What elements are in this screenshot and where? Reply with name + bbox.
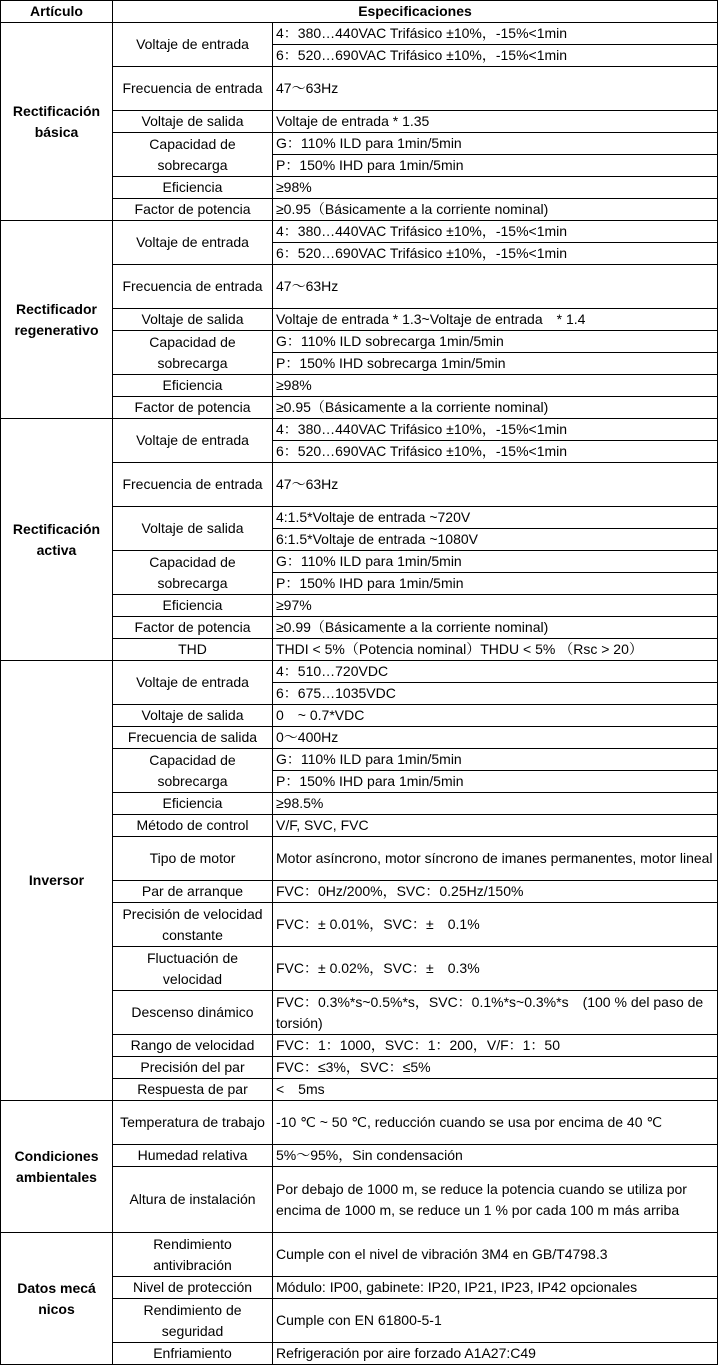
spec-cell: V/F, SVC, FVC xyxy=(273,815,718,837)
spec-cell: 4：380…440VAC Trifásico ±10%，-15%<1min xyxy=(273,23,718,45)
table-row xyxy=(1,23,718,45)
spec-cell: 5%～95%，Sin condensación xyxy=(273,1145,718,1167)
item-cell: THD xyxy=(113,639,273,661)
table-row xyxy=(1,221,718,243)
item-cell: Eficiencia xyxy=(113,177,273,199)
item-cell: Voltaje de salida xyxy=(113,309,273,331)
category-cell: Inversor xyxy=(1,661,113,1101)
item-cell: Eficiencia xyxy=(113,595,273,617)
item-cell: Par de arranque xyxy=(113,881,273,903)
item-cell: Capacidad de sobrecarga xyxy=(113,551,273,595)
item-cell: Factor de potencia xyxy=(113,397,273,419)
spec-cell: 47～63Hz xyxy=(273,265,718,309)
spec-cell: P：150% IHD para 1min/5min xyxy=(273,155,718,177)
item-cell: Voltaje de salida xyxy=(113,507,273,551)
item-cell: Voltaje de salida xyxy=(113,111,273,133)
category-cell: Rectificador regenerativo xyxy=(1,221,113,419)
spec-cell: Refrigeración por aire forzado A1A27:C49 xyxy=(273,1343,718,1365)
header-item: Artículo xyxy=(1,1,113,23)
spec-cell: FVC：± 0.01%，SVC：± 0.1% xyxy=(273,903,718,947)
item-cell: Fluctuación de velocidad xyxy=(113,947,273,991)
spec-cell: 4：510…720VDC xyxy=(273,661,718,683)
category-cell: Datos mecá nicos xyxy=(1,1233,113,1365)
spec-cell: < 5ms xyxy=(273,1079,718,1101)
spec-cell: 4:1.5*Voltaje de entrada ~720V xyxy=(273,507,718,529)
table-body xyxy=(1,23,718,1365)
spec-cell: G：110% ILD para 1min/5min xyxy=(273,749,718,771)
spec-cell: Módulo: IP00, gabinete: IP20, IP21, IP23, IP42 opcionales xyxy=(273,1277,718,1299)
spec-cell: G：110% ILD para 1min/5min xyxy=(273,551,718,573)
spec-cell: G：110% ILD sobrecarga 1min/5min xyxy=(273,331,718,353)
spec-cell: 6：520…690VAC Trifásico ±10%，-15%<1min xyxy=(273,243,718,265)
item-cell: Frecuencia de entrada xyxy=(113,67,273,111)
spec-cell: 4：380…440VAC Trifásico ±10%，-15%<1min xyxy=(273,221,718,243)
spec-cell: ≥0.95（Básicamente a la corriente nominal) xyxy=(273,397,718,419)
spec-cell: 6：520…690VAC Trifásico ±10%，-15%<1min xyxy=(273,45,718,67)
item-cell: Rendimiento de seguridad xyxy=(113,1299,273,1343)
item-cell: Rendimiento antivibración xyxy=(113,1233,273,1277)
spec-cell: 0 ~ 0.7*VDC xyxy=(273,705,718,727)
spec-cell: ≥98% xyxy=(273,375,718,397)
item-cell: Voltaje de entrada xyxy=(113,661,273,705)
spec-cell: Voltaje de entrada * 1.35 xyxy=(273,111,718,133)
item-cell: Enfriamiento xyxy=(113,1343,273,1365)
item-cell: Método de control xyxy=(113,815,273,837)
category-cell: Rectificación básica xyxy=(1,23,113,221)
spec-cell: FVC：0.3%*s~0.5%*s，SVC：0.1%*s~0.3%*s (100 % del paso de torsión) xyxy=(273,991,718,1035)
item-cell: Frecuencia de entrada xyxy=(113,463,273,507)
spec-cell: Voltaje de entrada * 1.3~Voltaje de entrada * 1.4 xyxy=(273,309,718,331)
category-cell: Condiciones ambientales xyxy=(1,1101,113,1233)
item-cell: Rango de velocidad xyxy=(113,1035,273,1057)
spec-cell: Motor asíncrono, motor síncrono de imanes permanentes, motor lineal xyxy=(273,837,718,881)
item-cell: Precisión de velocidad constante xyxy=(113,903,273,947)
spec-cell: 47～63Hz xyxy=(273,463,718,507)
item-cell: Frecuencia de salida xyxy=(113,727,273,749)
item-cell: Voltaje de entrada xyxy=(113,23,273,67)
table-row xyxy=(1,419,718,441)
table-row xyxy=(1,1101,718,1145)
table-row xyxy=(1,661,718,683)
item-cell: Capacidad de sobrecarga xyxy=(113,749,273,793)
spec-cell: ≥97% xyxy=(273,595,718,617)
spec-cell: ≥98% xyxy=(273,177,718,199)
spec-cell: P：150% IHD sobrecarga 1min/5min xyxy=(273,353,718,375)
spec-cell: ≥0.99（Básicamente a la corriente nominal) xyxy=(273,617,718,639)
table-header-row xyxy=(1,1,718,23)
spec-cell: P：150% IHD para 1min/5min xyxy=(273,573,718,595)
item-cell: Humedad relativa xyxy=(113,1145,273,1167)
item-cell: Voltaje de entrada xyxy=(113,221,273,265)
spec-cell: ≥98.5% xyxy=(273,793,718,815)
spec-cell: 6：520…690VAC Trifásico ±10%，-15%<1min xyxy=(273,441,718,463)
item-cell: Voltaje de entrada xyxy=(113,419,273,463)
spec-cell: FVC：± 0.02%，SVC：± 0.3% xyxy=(273,947,718,991)
table-row xyxy=(1,1233,718,1277)
item-cell: Respuesta de par xyxy=(113,1079,273,1101)
spec-cell: 0～400Hz xyxy=(273,727,718,749)
spec-cell: 6：675…1035VDC xyxy=(273,683,718,705)
item-cell: Factor de potencia xyxy=(113,617,273,639)
category-cell: Rectificación activa xyxy=(1,419,113,661)
spec-cell: Cumple con el nivel de vibración 3M4 en GB/T4798.3 xyxy=(273,1233,718,1277)
spec-cell: FVC：0Hz/200%，SVC：0.25Hz/150% xyxy=(273,881,718,903)
spec-cell: FVC：≤3%，SVC：≤5% xyxy=(273,1057,718,1079)
item-cell: Eficiencia xyxy=(113,375,273,397)
item-cell: Nivel de protección xyxy=(113,1277,273,1299)
item-cell: Capacidad de sobrecarga xyxy=(113,133,273,177)
item-cell: Precisión del par xyxy=(113,1057,273,1079)
spec-cell: G：110% ILD para 1min/5min xyxy=(273,133,718,155)
item-cell: Temperatura de trabajo xyxy=(113,1101,273,1145)
spec-cell: -10 ℃ ~ 50 ℃, reducción cuando se usa por encima de 40 ℃ xyxy=(273,1101,718,1145)
item-cell: Descenso dinámico xyxy=(113,991,273,1035)
spec-cell: 4：380…440VAC Trifásico ±10%，-15%<1min xyxy=(273,419,718,441)
item-cell: Capacidad de sobrecarga xyxy=(113,331,273,375)
spec-cell: 6:1.5*Voltaje de entrada ~1080V xyxy=(273,529,718,551)
spec-cell: ≥0.95（Básicamente a la corriente nominal) xyxy=(273,199,718,221)
spec-cell: P：150% IHD para 1min/5min xyxy=(273,771,718,793)
spec-cell: FVC：1：1000，SVC：1：200，V/F：1：50 xyxy=(273,1035,718,1057)
item-cell: Tipo de motor xyxy=(113,837,273,881)
item-cell: Frecuencia de entrada xyxy=(113,265,273,309)
spec-cell: 47～63Hz xyxy=(273,67,718,111)
item-cell: Factor de potencia xyxy=(113,199,273,221)
item-cell: Eficiencia xyxy=(113,793,273,815)
item-cell: Altura de instalación xyxy=(113,1167,273,1233)
spec-cell: Cumple con EN 61800-5-1 xyxy=(273,1299,718,1343)
spec-cell: THDI < 5%（Potencia nominal）THDU < 5% （Rsc > 20） xyxy=(273,639,718,661)
header-spec: Especificaciones xyxy=(113,1,718,23)
spec-cell: Por debajo de 1000 m, se reduce la potencia cuando se utiliza por encima de 1000 m, se reduce un 1 % por cada 100 m más arriba xyxy=(273,1167,718,1233)
item-cell: Voltaje de salida xyxy=(113,705,273,727)
